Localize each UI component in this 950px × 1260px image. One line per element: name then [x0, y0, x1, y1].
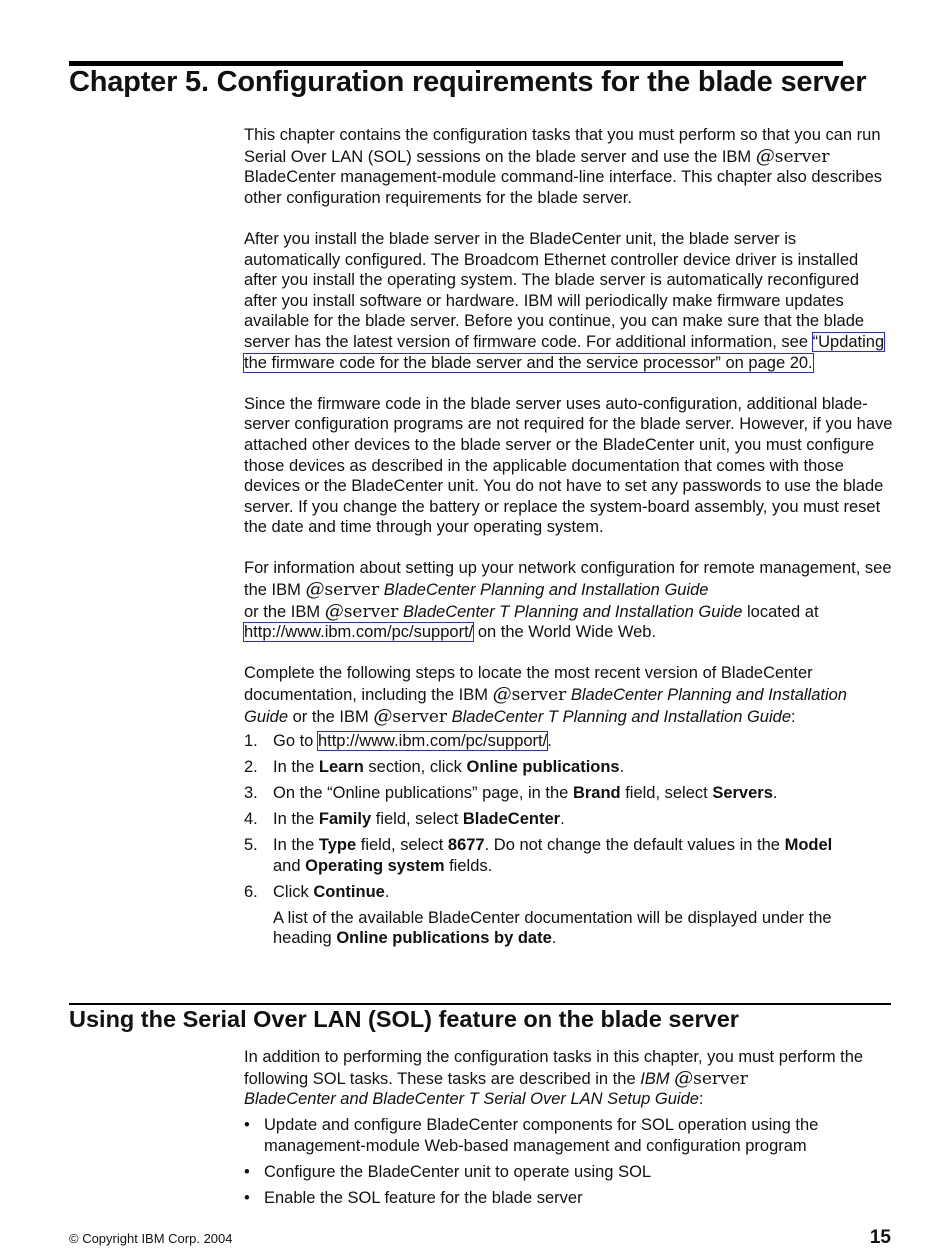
copyright-notice: © Copyright IBM Corp. 2004 [69, 1231, 233, 1246]
t-planning-guide-title: BladeCenter T Planning and Installation Guide [451, 707, 791, 726]
list-item: • Enable the SOL feature for the blade server [244, 1188, 583, 1207]
steps-list [244, 731, 894, 949]
sol-paragraph: In addition to performing the configuration tasks in this chapter, you must perform the following SOL tasks. These tasks are described in the IBM @server BladeCenter and BladeCenter T Serial Over LAN Setup Guide: [244, 1048, 864, 1109]
sol-section-title: Using the Serial Over LAN (SOL) feature on the blade server [69, 1006, 739, 1032]
step-6-note: A list of the available BladeCenter documentation will be displayed under the heading Online publications by date. [273, 908, 832, 948]
planning-guide-title: BladeCenter Planning and Installation Guide [383, 581, 709, 600]
chapter-title: Chapter 5. Configuration requirements for the blade server [69, 66, 867, 98]
list-item: • Configure the BladeCenter unit to operate using SOL [244, 1162, 652, 1181]
ibm-support-link[interactable]: http://www.ibm.com/pc/support/ [317, 732, 548, 751]
eserver-logo: @server [305, 578, 380, 601]
step-5: 5. In the Type field, select 8677. Do not change the default values in the Model and Operating system fields. [244, 836, 833, 875]
intro-paragraph-1: This chapter contains the configuration tasks that you must perform so that you can run Serial Over LAN (SOL) sessions on the blade server and use the IBM @server BladeCenter management-module command-line interface. This chapter also describes other configuration requirements for the blade server. [244, 126, 883, 207]
step-3: 3. On the “Online publications” page, in the Brand field, select Servers. [244, 784, 778, 803]
step-4: 4. In the Family field, select BladeCenter. [244, 810, 565, 829]
eserver-logo: @server [492, 683, 567, 706]
planning-guide-title: BladeCenter Planning and Installation Guide [244, 686, 847, 726]
t-planning-guide-title: BladeCenter T Planning and Installation Guide [403, 602, 743, 621]
intro-paragraph-2: After you install the blade server in the BladeCenter unit, the blade server is automatically configured. The Broadcom Ethernet controller device driver is installed after you install the operating system. The blade server is automatically reconfigured after you install software or hardware. IBM will periodically make firmware updates available for the blade server. Before you continue, you can make sure that the blade server has the latest version of firmware code. For additional information, see “Updating the firmware code for the blade server and the service processor” on page 20. [244, 229, 885, 372]
firmware-update-link[interactable]: “Updating the firmware code for the blade server and the service processor” on page 20. [244, 332, 885, 372]
intro-paragraph-5: Complete the following steps to locate the most recent version of BladeCenter documentation, including the IBM @server BladeCenter Planning and Installation Guide or the IBM @server BladeCenter T Planning and Installation Guide: [244, 664, 847, 727]
eserver-logo: @server [373, 704, 448, 727]
ibm-support-link[interactable]: http://www.ibm.com/pc/support/ [244, 623, 474, 642]
list-item: • Update and configure BladeCenter components for SOL operation using the management-module Web-based management and configuration program [244, 1116, 819, 1155]
step-1: 1. Go to http://www.ibm.com/pc/support/. [244, 732, 552, 751]
step-6: 6. Click Continue. A list of the available BladeCenter documentation will be displayed under the heading Online publications by date. [244, 882, 894, 949]
step-2: 2. In the Learn section, click Online publications. [244, 758, 625, 777]
section-rule [69, 1003, 891, 1005]
intro-paragraph-3: Since the firmware code in the blade server uses auto-configuration, additional blade-server configuration programs are not required for the blade server. However, if you have attached other devices to the blade server or the BladeCenter unit, you must configure those devices as described in the applicable documentation that comes with those devices or the BladeCenter unit. You do not have to set any passwords to use the blade server. If you change the battery or replace the system-board assembly, you must reset the date and time through your operating system. [244, 394, 893, 537]
eserver-logo: @server [674, 1066, 748, 1089]
sol-section-body [244, 1047, 894, 1208]
sol-tasks-list [244, 1115, 894, 1208]
page-number: 15 [869, 1227, 891, 1248]
eserver-logo: @server [755, 144, 830, 167]
intro-paragraph-4: For information about setting up your network configuration for remote management, see the IBM @server BladeCenter Planning and Installation Guide or the IBM @server BladeCenter T Planning and Installation Guide located at http://www.ibm.com/pc/support/ on the World Wide Web. [244, 559, 892, 642]
sol-guide-title: BladeCenter and BladeCenter T Serial Over LAN Setup Guide [244, 1090, 699, 1109]
chapter-intro [244, 125, 894, 949]
eserver-logo: @server [324, 599, 399, 622]
